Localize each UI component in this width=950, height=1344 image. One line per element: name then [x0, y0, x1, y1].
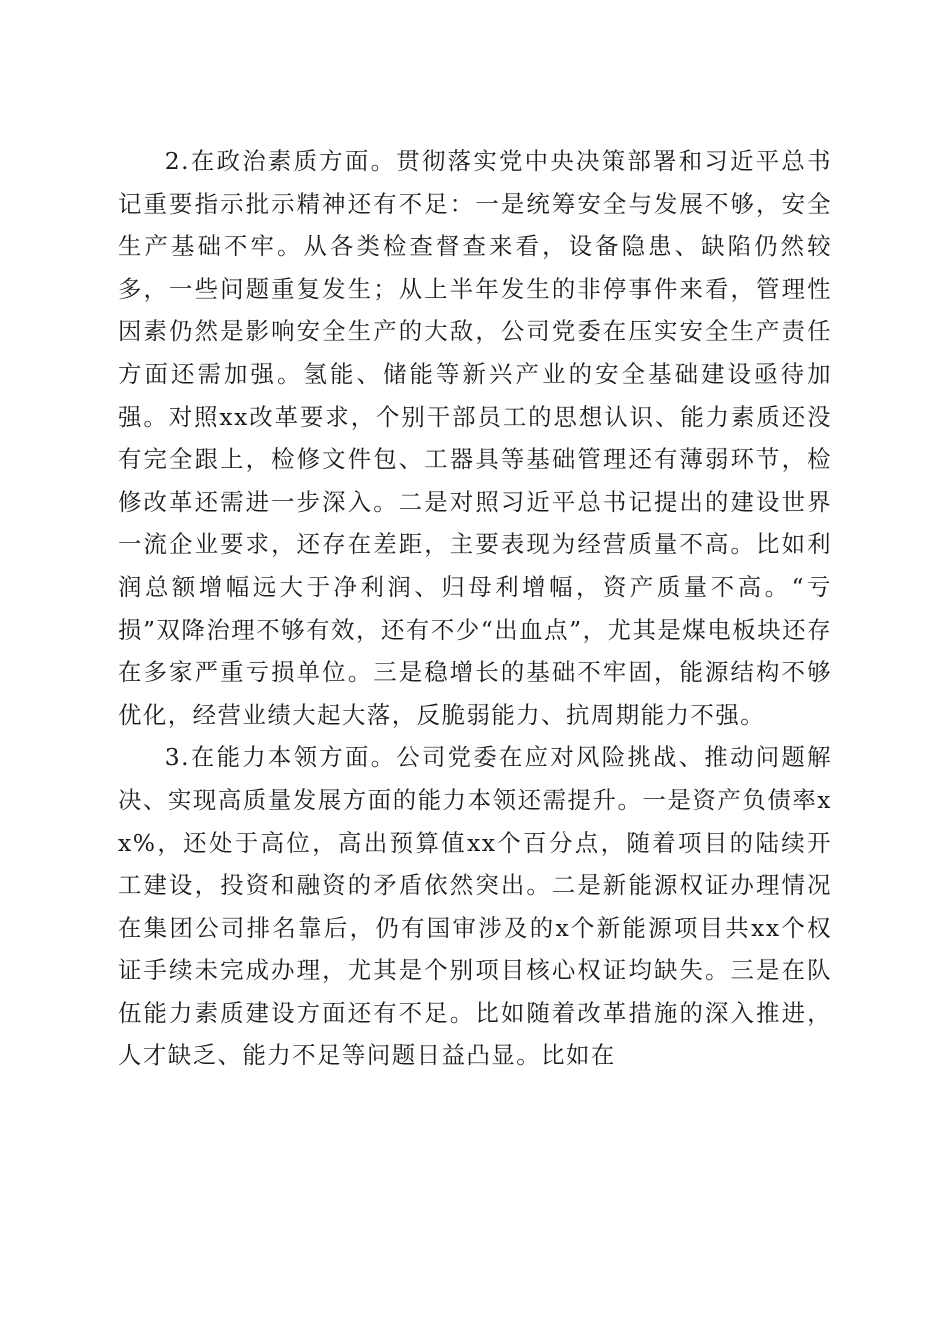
document-body: [118, 140, 832, 1077]
paragraph-capability: 3.在能力本领方面。公司党委在应对风险挑战、推动问题解决、实现高质量发展方面的能力本领还需提升。一是资产负债率xx%，还处于高位，高出预算值xx个百分点，随着项目的陆续开工建设，投资和融资的矛盾依然突出。二是新能源权证办理情况在集团公司排名靠后，仍有国审涉及的x个新能源项目共xx个权证手续未完成办理，尤其是个别项目核心权证均缺失。三是在队伍能力素质建设方面还有不足。比如随着改革措施的深入推进，人才缺乏、能力不足等问题日益凸显。比如在: [118, 743, 832, 1070]
paragraph-political-quality: 2.在政治素质方面。贯彻落实党中央决策部署和习近平总书记重要指示批示精神还有不足：一是统筹安全与发展不够，安全生产基础不牢。从各类检查督查来看，设备隐患、缺陷仍然较多，一些问题重复发生；从上半年发生的非停事件来看，管理性因素仍然是影响安全生产的大敌，公司党委在压实安全生产责任方面还需加强。氢能、储能等新兴产业的安全基础建设亟待加强。对照xx改革要求，个别干部员工的思想认识、能力素质还没有完全跟上，检修文件包、工器具等基础管理还有薄弱环节，检修改革还需进一步深入。二是对照习近平总书记提出的建设世界一流企业要求，还存在差距，主要表现为经营质量不高。比如利润总额增幅远大于净利润、归母利增幅，资产质量不高。“亏损”双降治理不够有效，还有不少“出血点”，尤其是煤电板块还存在多家严重亏损单位。三是稳增长的基础不牢固，能源结构不够优化，经营业绩大起大落，反脆弱能力、抗周期能力不强。: [118, 147, 832, 729]
